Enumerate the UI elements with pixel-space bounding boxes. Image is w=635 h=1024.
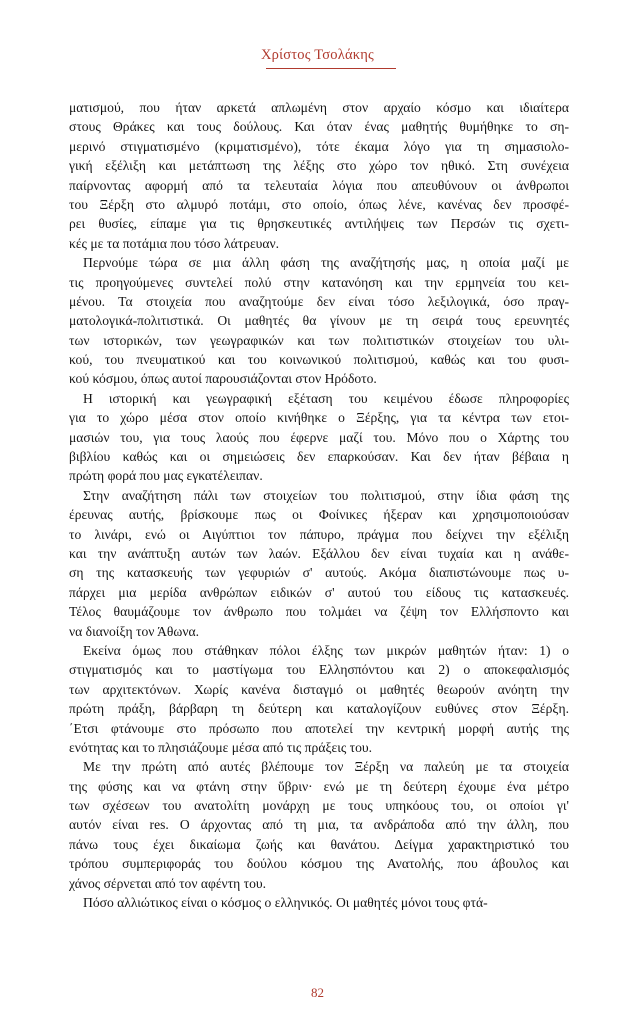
paragraph [69, 389, 569, 486]
text-line: παίρνοντας αφορμή από τα τελευταία λόγια που απευθύνουν οι άνθρωποι [69, 177, 569, 193]
paragraph [69, 486, 569, 641]
text-line: των αρχιτεκτόνων. Χωρίς κανένα δισταγμό οι μαθητές θεωρούν ανόητη την [69, 681, 569, 697]
paragraph [69, 893, 569, 912]
text-line: Τέλος θαυμάζουμε τον άνθρωπο που τολμάει να ζέψη τον Ελλήσποντο και [69, 604, 569, 620]
text-line: στιγματισμός και το μαστίγωμα του Ελλησπόντου και 2) ο αποκεφαλισμός [69, 662, 569, 678]
text-line: Με την πρώτη από αυτές βλέπουμε τον Ξέρξη να παλεύη με τα στοιχεία [83, 759, 569, 775]
text-line: τις προηγούμενες συντελεί πολύ στην κατανόηση και την ερμηνεία του κει- [69, 274, 569, 290]
text-line: αυτόν είναι res. Ο άρχοντας από τη μια, τα ανδράποδα από την άλλη, που [69, 817, 569, 833]
text-line: βιβλίου καθώς και οι σημειώσεις δεν επαρκούσαν. Και δεν ήταν βέβαια η [69, 449, 569, 465]
text-line: κές με τα ποτάμια που τόσο λάτρευαν. [69, 235, 280, 251]
text-line: της φύσης και να φτάνη στην ὕβριν· ενώ με τη δεύτερη έχουμε ένα μέτρο [69, 778, 569, 794]
text-line: ση της κατασκευής των γεφυριών σ' αυτούς. Ακόμα διαπιστώνουμε πως υ- [69, 565, 569, 581]
body-text [69, 98, 569, 912]
text-line: Περνούμε τώρα σε μια άλλη φάση της αναζήτησής μας, η οποία μαζί με [83, 255, 569, 271]
text-line: και την ανάπτυξη αυτών των λαών. Εξάλλου δεν είναι τυχαία και η ανάθε- [69, 545, 569, 561]
text-line: κού, του πνευματικού και του κοινωνικού πολιτισμού, καθώς και του φυσι- [69, 352, 569, 368]
text-line: ΄Ετσι φτάνουμε στο πρόσωπο που αποτελεί την κεντρική μορφή αυτής της [69, 720, 569, 736]
text-line: μένου. Τα στοιχεία που αναζητούμε δεν είναι τόσο λεξιλογικά, όσο πραγ- [69, 293, 569, 309]
text-line: ματολογικά-πολιτιστικά. Οι μαθητές θα γίνουν με τη σειρά τους ερευνητές [69, 313, 569, 329]
text-line: κού κόσμου, όπως αυτοί παρουσιάζονται στον Ηρόδοτο. [69, 371, 377, 387]
text-line: γική εξέλιξη και μετάπτωση της λέξης στο χώρο τον ηθικό. Στη συνέχεια [69, 158, 569, 174]
text-line: του Ξέρξη στο αλμυρό ποτάμι, στο οποίο, όπως λένε, κανένας δεν προσφέ- [69, 196, 569, 212]
text-line: των ιστορικών, των γεωγραφικών και των πολιτιστικών στοιχείων του υλι- [69, 332, 569, 348]
text-line: πάρχει μια μερίδα ανθρώπων ειδικών σ' αυτού του είδους τις κατασκευές. [69, 584, 569, 600]
paragraph [69, 253, 569, 389]
text-line: πάνω τους έχει δικαίωμα ζωής και θανάτου. Δείγμα χαρακτηριστικό του [69, 836, 569, 852]
text-line: το λινάρι, ενώ οι Αιγύπτιοι τον πάπυρο, πράγμα που δείχνει την εξέλιξη [69, 526, 569, 542]
text-line: ενότητας και το πλησιάζουμε μέσα από τις πράξεις του. [69, 739, 373, 755]
page-number: 82 [311, 985, 324, 1000]
text-line: ματισμού, που ήταν αρκετά απλωμένη στον αρχαίο κόσμο και ιδιαίτερα [69, 100, 569, 115]
text-line: μασιών του, για τους λαούς που έφερνε μαζί του. Μόνο που ο Χάρτης του [69, 429, 569, 445]
paragraph [69, 757, 569, 893]
text-line: χάνος σέρνεται από τον αφέντη του. [69, 875, 267, 891]
text-line: τρόπου συμπεριφοράς του δούλου κόσμου της Ανατολής, που άβουλος και [69, 856, 569, 872]
text-line: ρει θυσίες, είπαμε για τις θρησκευτικές αντιλήψεις των Περσών τις σχετι- [69, 216, 569, 232]
text-line: για το χώρο μέσα στον οποίο κινήθηκε ο Ξέρξης, για τα κέντρα των ετοι- [69, 410, 569, 426]
text-line: έρευνας αυτής, βρίσκουμε πως οι Φοίνικες ήξεραν και χρησιμοποιούσαν [69, 507, 569, 523]
text-line: πρώτη πράξη, βάρβαρη τη δεύτερη και καταλογίζουν ευθύνες στον Ξέρξη. [69, 701, 569, 717]
header-underline [266, 68, 396, 69]
text-line: στους Θράκες και τους δούλους. Και όταν ένας μαθητής θυμήθηκε το ση- [69, 119, 569, 135]
text-line: Η ιστορική και γεωγραφική εξέταση του κειμένου έδωσε πληροφορίες [83, 390, 569, 406]
text-line: Στην αναζήτηση πάλι των στοιχείων του πολιτισμού, στην ίδια φάση της [83, 487, 569, 503]
text-line: Πόσο αλλιώτικος είναι ο κόσμος ο ελληνικός. Οι μαθητές μόνοι τους φτά- [83, 895, 488, 911]
text-line: να διανοίξη τον Άθωνα. [69, 623, 200, 639]
text-line: Εκείνα όμως που στάθηκαν πόλοι έλξης των μικρών μαθητών ήταν: 1) ο [83, 642, 569, 658]
paragraph [69, 641, 569, 757]
text-line: των σχέσεων του ανατολίτη μονάρχη με τους υπηκόους του, οι οποίοι γι' [69, 798, 569, 814]
running-header-author: Χρίστος Τσολάκης [261, 47, 374, 63]
text-line: πρώτη φορά που μας εγκατέλειπαν. [69, 468, 263, 484]
paragraph [69, 98, 569, 253]
text-line: μερινό στιγματισμένο (κριματισμένο), τότε έκαμα λόγο για τη σημασιολο- [69, 138, 569, 154]
